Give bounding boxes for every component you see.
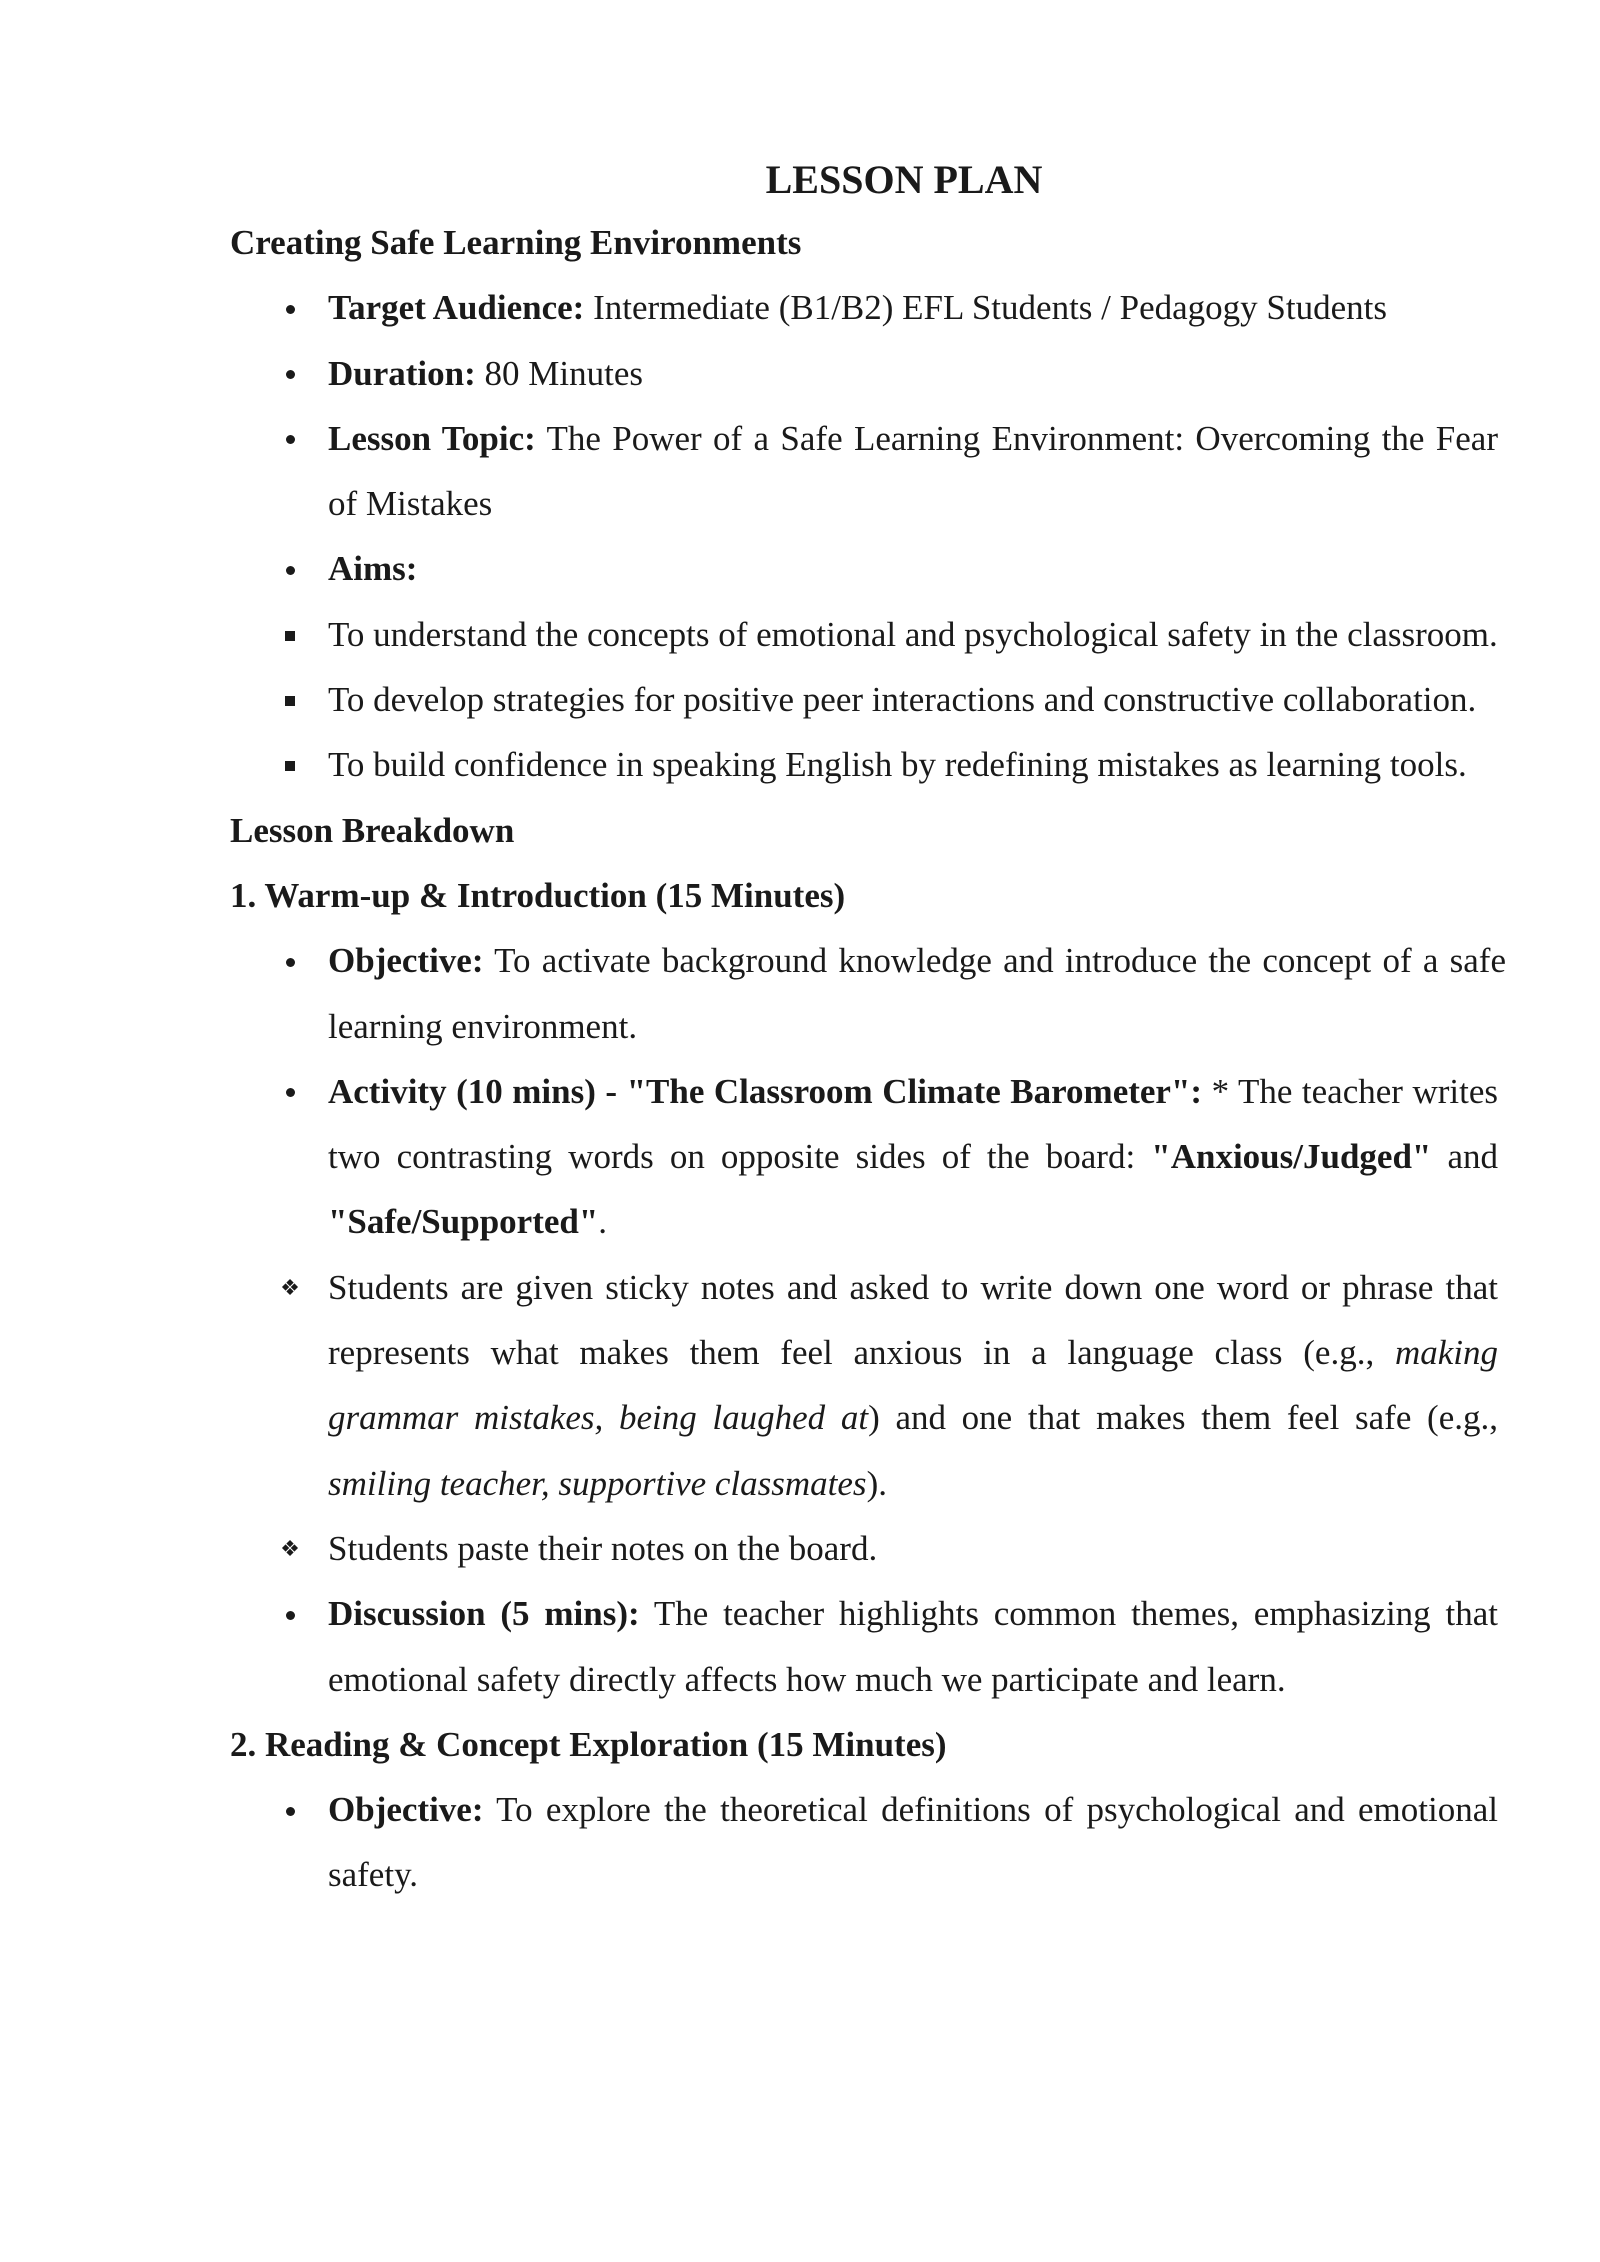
aims-item — [230, 536, 1498, 601]
section-2-heading: 2. Reading & Concept Exploration (15 Minutes) — [230, 1724, 947, 1764]
activity-label: Activity (10 mins) - "The Classroom Climate Barometer": — [328, 1071, 1203, 1111]
page-title: LESSON PLAN — [765, 157, 1043, 202]
bullet-dot-icon — [278, 1777, 302, 1842]
duration-value: 80 Minutes — [475, 353, 644, 393]
lesson-topic-value: The Power of a Safe Learning Environment: Overcoming the Fear of Mistakes — [328, 418, 1498, 524]
bullet-dot-icon — [278, 928, 302, 993]
section-1-heading: 1. Warm-up & Introduction (15 Minutes) — [230, 875, 846, 915]
lesson-topic-item — [230, 406, 1498, 537]
bullet-dot-icon — [278, 406, 302, 471]
discussion-value: The teacher highlights common themes, emphasizing that emotional safety directly affects how much we participate and learn. — [328, 1594, 1498, 1699]
bullet-dot-icon — [278, 1581, 302, 1646]
target-audience-item — [230, 275, 1498, 340]
sticky-notes-text: ) and one that makes them feel safe (e.g., — [868, 1398, 1498, 1438]
aim-item — [230, 667, 1498, 732]
diamond-bullet-icon: ❖ — [280, 1274, 300, 1300]
bullet-square-icon — [278, 602, 302, 667]
diamond-bullet-icon: ❖ — [280, 1535, 300, 1561]
lesson-topic-label: Lesson Topic: — [328, 418, 536, 458]
discussion-label: Discussion (5 mins): — [328, 1594, 640, 1634]
target-audience-label: Target Audience: — [328, 288, 585, 328]
section-2-objective-item — [230, 1777, 1498, 1908]
activity-word-anxious: "Anxious/Judged" — [1151, 1137, 1432, 1177]
sticky-notes-example-anxious: making grammar mistakes, being laughed at — [328, 1333, 1498, 1438]
activity-text: * The teacher writes two contrasting words on opposite sides of the board: — [328, 1071, 1498, 1177]
section-2-objective-value: To explore the theoretical definitions of psychological and emotional safety. — [328, 1790, 1498, 1895]
bullet-square-icon — [278, 667, 302, 732]
section-1-objective-label: Objective: — [328, 941, 484, 981]
activity-word-safe: "Safe/Supported" — [328, 1202, 599, 1242]
sticky-notes-item — [230, 1255, 1498, 1516]
target-audience-value: Intermediate (B1/B2) EFL Students / Pedagogy Students — [584, 288, 1387, 328]
bullet-dot-icon — [278, 275, 302, 340]
bullet-square-icon — [278, 732, 302, 797]
aim-text: To build confidence in speaking English by redefining mistakes as learning tools. — [328, 745, 1467, 785]
duration-label: Duration: — [328, 353, 476, 393]
sticky-notes-text: Students are given sticky notes and asked to write down one word or phrase that represents what makes them feel anxious in a language class (e.g., — [328, 1267, 1498, 1373]
discussion-item — [230, 1581, 1498, 1712]
document-page — [230, 150, 1506, 1908]
aims-label: Aims: — [328, 549, 418, 589]
activity-end: . — [598, 1202, 608, 1242]
bullet-dot-icon — [278, 536, 302, 601]
aim-item — [230, 602, 1498, 667]
sticky-notes-text: ). — [866, 1463, 887, 1503]
section-2-objective-label: Objective: — [328, 1790, 484, 1830]
activity-and: and — [1431, 1137, 1498, 1177]
duration-item — [230, 341, 1498, 406]
section-1-objective-item — [230, 928, 1506, 1059]
paste-notes-item — [230, 1516, 1498, 1581]
section-1-objective-value: To activate background knowledge and introduce the concept of a safe learning environment. — [328, 941, 1506, 1046]
sticky-notes-example-safe: smiling teacher, supportive classmates — [328, 1463, 867, 1503]
aim-item — [230, 732, 1498, 797]
lesson-subtitle: Creating Safe Learning Environments — [230, 223, 802, 262]
section-1-activity-item — [230, 1059, 1498, 1255]
paste-notes-text: Students paste their notes on the board. — [328, 1528, 878, 1568]
lesson-breakdown-heading: Lesson Breakdown — [230, 810, 515, 850]
aim-text: To develop strategies for positive peer interactions and constructive collaboration. — [328, 680, 1477, 720]
bullet-dot-icon — [278, 1059, 302, 1124]
aim-text: To understand the concepts of emotional and psychological safety in the classroom. — [328, 614, 1498, 654]
bullet-dot-icon — [278, 341, 302, 406]
